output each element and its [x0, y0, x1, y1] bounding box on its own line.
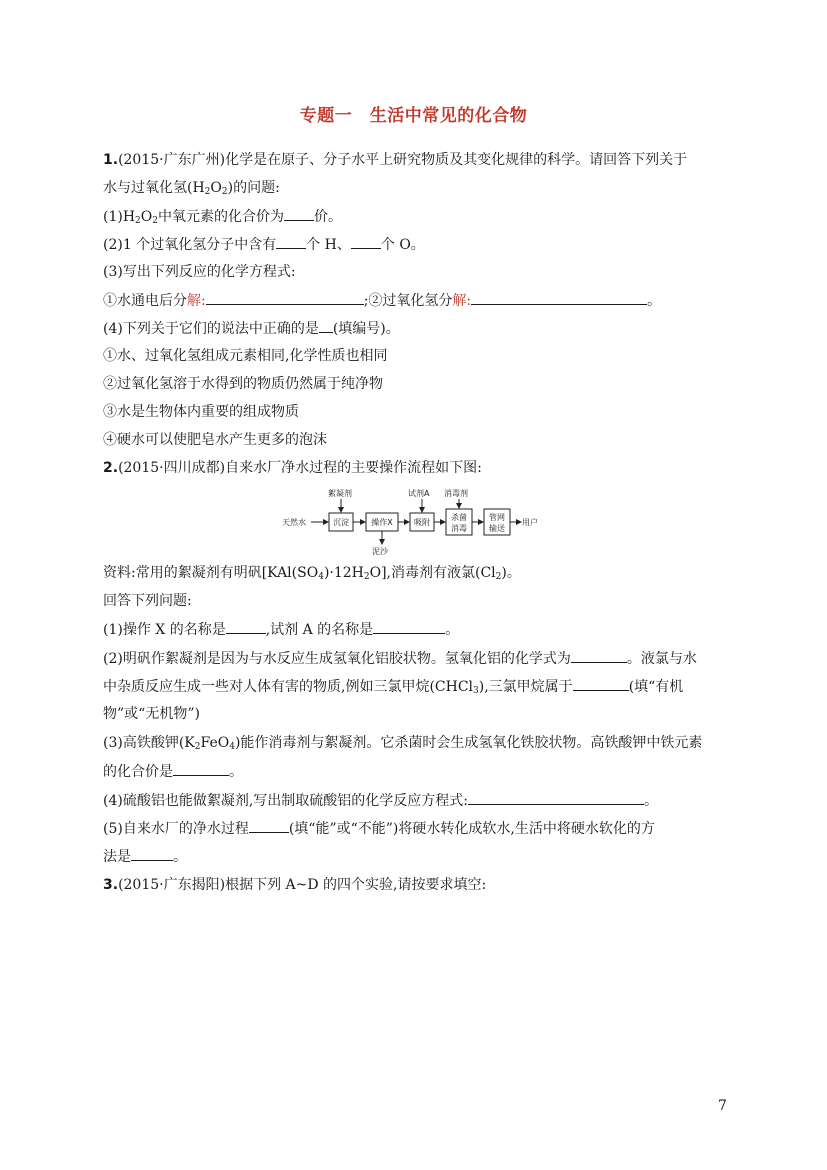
q1-option-4: ④硬水可以使肥皂水产生更多的泡沫 [103, 432, 327, 448]
q1-part3-equations: ①水通电后分解: ;②过氧化氢分解: 。 [103, 290, 727, 311]
answer-blank[interactable] [471, 290, 647, 305]
q2-part1: (1)操作 X 的名称是 ,试剂 A 的名称是 。 [103, 619, 727, 640]
answer-blank[interactable] [206, 290, 364, 305]
q2-stem: 2.(2015·四川成都)自来水厂净水过程的主要操作流程如下图: [103, 460, 482, 476]
answer-blank[interactable] [571, 648, 627, 663]
q2-number: 2. [103, 460, 119, 476]
q3-stem: 3.(2015·广东揭阳)根据下列 A~D 的四个实验,请按要求填空: [103, 877, 487, 893]
q2-part2-line3: 物”或“无机物”) [103, 706, 200, 722]
label-disinfectant: 消毒剂 [444, 489, 468, 498]
q1-stem-line2: 水与过氧化氢$(H_2O_2)$的问题: [103, 180, 280, 197]
q2-part4: (4)硫酸铝也能做絮凝剂,写出制取硫酸铝的化学反应方程式: 。 [103, 790, 727, 811]
box-label-disinfect: 消毒 [451, 524, 467, 533]
answer-blank[interactable] [276, 234, 306, 249]
q2-part5-line2: 法是 。 [103, 846, 727, 867]
answer-blank[interactable] [284, 206, 314, 221]
q1-stem-line1: 1.(2015·广东广州)化学是在原子、分子水平上研究物质及其变化规律的科学。请回答下列关于 [103, 152, 688, 168]
answer-blank[interactable] [573, 676, 629, 691]
water-treatment-flow-diagram [282, 487, 544, 559]
q2-part2-line2: 中杂质反应生成一些对人体有害的物质,例如三氯甲烷(CHCl$_3$),三氯甲烷属于 (填“有机 [103, 676, 727, 697]
q1-option-1: ①水、过氧化氢组成元素相同,化学性质也相同 [103, 348, 388, 364]
q1-number: 1. [103, 152, 119, 168]
label-source: 天然水 [282, 518, 306, 527]
q1-part3: (3)写出下列反应的化学方程式: [103, 264, 296, 280]
box-label-pipe: 管网 [489, 513, 505, 522]
q2-part2-line1: (2)明矾作絮凝剂是因为与水反应生成氢氧化铝胶状物。氢氧化铝的化学式为 。液氯与水 [103, 648, 727, 669]
q2-ask: 回答下列问题: [103, 593, 192, 609]
answer-blank[interactable] [319, 318, 333, 333]
answer-blank[interactable] [468, 790, 644, 805]
label-reagent: 试剂A [408, 489, 430, 498]
q2-part5-line1: (5)自来水厂的净水过程 (填“能”或“不能”)将硬水转化成软水,生活中将硬水软化的方 [103, 818, 727, 839]
q1-part1: $(1)H_2O_2$中氧元素的化合价为 价。 [103, 206, 727, 227]
box-label-operation-x: 操作X [371, 518, 393, 527]
q3-number: 3. [103, 877, 119, 893]
q2-part3-line2: 的化合价是 。 [103, 761, 727, 782]
q1-part4: (4)下列关于它们的说法中正确的是 (填编号)。 [103, 318, 727, 339]
answer-blank[interactable] [131, 846, 173, 861]
q2-part3-line1: (3)高铁酸钾$(K_2FeO_4)$能作消毒剂与絮凝剂。它杀菌时会生成氢氧化铁胶状物。高铁酸钾中铁元素 [103, 735, 703, 752]
q1-part2: (2)1 个过氧化氢分子中含有 个 H、 个 O。 [103, 234, 727, 255]
box-label-adsorption: 吸附 [414, 518, 430, 527]
label-mud: 泥沙 [372, 547, 388, 556]
answer-blank[interactable] [373, 619, 445, 634]
answer-blank[interactable] [249, 818, 289, 833]
answer-blank[interactable] [351, 234, 381, 249]
label-user: 用户 [522, 518, 538, 527]
page-number: 7 [718, 1098, 727, 1114]
answer-blank[interactable] [173, 761, 229, 776]
label-flocculant: 絮凝剂 [328, 489, 352, 498]
box-label-transport: 输送 [489, 524, 505, 533]
box-label-sterilize: 杀菌 [451, 513, 467, 522]
page-title: 专题一 生活中常见的化合物 [299, 106, 528, 126]
answer-blank[interactable] [226, 619, 266, 634]
q2-info: 资料:常用的絮凝剂有明矾$[KAl(SO_4)\cdot 12H_2O]$,消毒剂有液氯$(Cl_2)$。 [103, 565, 521, 582]
q1-option-3: ③水是生物体内重要的组成物质 [103, 404, 299, 420]
box-label-sedimentation: 沉淀 [333, 518, 349, 527]
q1-option-2: ②过氧化氢溶于水得到的物质仍然属于纯净物 [103, 376, 383, 392]
